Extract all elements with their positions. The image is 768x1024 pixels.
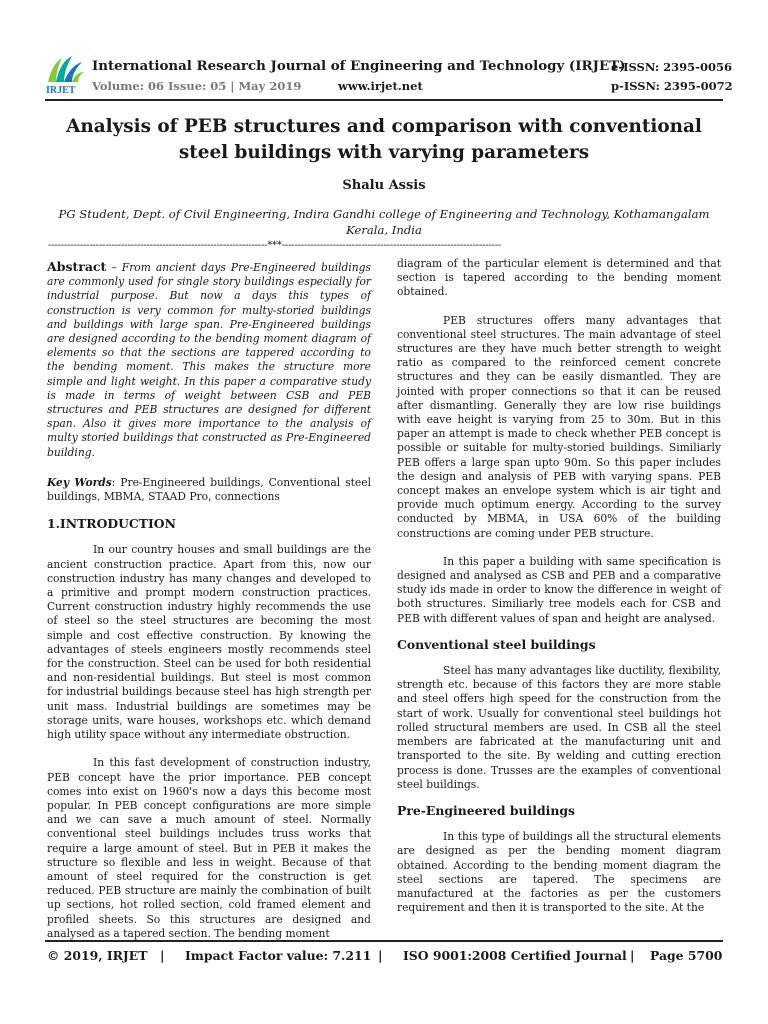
csb-paragraph: Steel has many advantages like ductility, flexibility, strength etc. because of this factors they are more stable and steel offers high speed for the construction from the start of work. Usually for conventional steel buildings hot rolled structural members are used. In CSB all the steel members are fabricated at the manufacturing unit and transported to the site. By welding and cutting erection process is done. Trusses are the examples of conventional steel buildings. [397,664,721,791]
footer-impact-factor: Impact Factor value: 7.211 [185,948,372,963]
right-column [397,257,721,915]
author-affiliation: PG Student, Dept. of Civil Engineering, Indira Gandhi college of Engineering and Technology, Kothamangalam Kerala, India [58,207,710,237]
author-name: Shalu Assis [342,178,426,193]
paper-title: Analysis of PEB structures and comparison with conventional steel buildings with varying parameters [66,116,702,163]
volume-issue: Volume: 06 Issue: 05 | May 2019 [92,79,302,93]
e-issn: e-ISSN: 2395-0056 [611,60,732,74]
footer-rule [45,940,723,942]
header-rule [45,99,723,101]
intro-paragraph-2: In this fast development of construction industry, PEB concept have the prior importance. PEB concept comes into exist on 1960's now a days this become most popular. In PEB concept configurations are more simple and we can save a much amount of steel. Normally conventional steel buildings includes truss works that require a large amount of steel. But in PEB it makes the structure so flexible and less in weight. Because of that amount of steel required for the construction is get reduced. PEB structure are mainly the combination of built up sections, hot rolled section, cold framed element and profiled sheets. So this structures are designed and analysed as a tapered section. The bending moment [47,756,371,940]
p-issn: p-ISSN: 2395-0072 [611,79,733,93]
footer-separator: | [160,948,165,963]
right-paragraph-1: diagram of the particular element is determined and that section is tapered according to the bending moment obtained. [397,257,721,299]
right-paragraph-3: In this paper a building with same specification is designed and analysed as CSB and PEB and a comparative study ids made in order to know the difference in weight of both structures. Similiarly tree models each for CSB and PEB with different values of span and height are analysed. [397,554,721,625]
abstract-label: Abstract [47,259,107,274]
csb-heading: Conventional steel buildings [397,636,596,652]
peb-paragraph: In this type of buildings all the structural elements are designed as per the bending moment diagram obtained. According to the bending moment diagram the steel sections are tapered. The specimens are manufactured at the factories as per the customers requirement and then it is transported to the site. At the [397,830,721,915]
footer-page-number: Page 5700 [650,948,723,963]
keywords-text: : Pre-Engineered buildings, Conventional steel buildings, MBMA, STAAD Pro, connections [47,475,371,504]
separator-line: ---------------------------------------------------------------------***--------------------------------------------------------------------- [48,240,502,251]
intro-heading: 1.INTRODUCTION [47,516,176,532]
keywords-label: Key Words [47,475,112,489]
footer-iso: ISO 9001:2008 Certified Journal [403,948,627,963]
abstract: Abstract – From ancient days Pre-Engineered buildings are commonly used for single story buildings especially for industrial purpose. But now a days this types of construction is very common for multy-storied buildings and buildings with large span. Pre-Engineered buildings are designed according to the bending moment diagram of elements so that the sections are tappered according to the bending moment. This makes the structure more simple and light weight. In this paper a comparative study is made in terms of weight between CSB and PEB structures and PEB structures are designed for different span. Also it gives more importance to the analysis of multy storied buildings that constructed as Pre-Engineered building. [47,259,371,459]
peb-heading: Pre-Engineered buildings [397,802,575,818]
footer-separator: | [378,948,383,963]
intro-paragraph-1: In our country houses and small buildings are the ancient construction practice. Apart from this, now our construction industry has many changes and developed to a primitive and prompt modern construction practices. Current construction industry highly recommends the use of steel so the steel structures are becoming the most simple and cost effective construction. By knowing the advantages of steels engineers mostly recommends steel for the construction. Steel can be used for both residential and non-residential buildings. But steel is most common for industrial buildings because steel has high strength per unit mass. Industrial buildings are sometimes may be storage units, ware houses, workshops etc. which demand high utility space without any intermediate obstruction. [47,543,371,742]
footer-copyright: © 2019, IRJET [47,948,148,963]
logo-emblem-icon [42,52,86,96]
right-paragraph-2: PEB structures offers many advantages that conventional steel structures. The main advantage of steel structures are they have much better strength to weight ratio as compared to the reinforced cement concrete structures and they can be easily dismantled. They are jointed with proper connections so that it can be reused after dismantling. Generally they are low rise buildings with eave height is varying from 25 to 30m. But in this paper an attempt is made to check whether PEB concept is possible or suitable for multy-storied buildings. Similiarly PEB offers a large span upto 90m. So this paper includes the design and analysis of PEB with varying spans. PEB concept makes an envelope system which is air tight and provide much optimum energy. According to the survey conducted by MBMA, in USA 60% of the building constructions are coming under PEB structure. [397,313,721,540]
left-column [47,260,371,941]
abstract-text: From ancient days Pre-Engineered buildings are commonly used for single story buildings especially for industrial purpose. But now a days this types of construction is very common for multy-storied buildings and buildings with large span. Pre-Engineered buildings are designed according to the bending moment diagram of elements so that the sections are tappered according to the bending moment. This makes the structure more simple and light weight. In this paper a comparative study is made in terms of weight between CSB and PEB structures and PEB structures are designed for different span. Also it gives more importance to the analysis of multy storied buildings that constructed as Pre-Engineered building. [47,261,371,459]
keywords [47,476,371,504]
footer-separator: | [630,948,635,963]
logo-text: IRJET [46,85,76,96]
journal-website[interactable]: www.irjet.net [338,79,423,93]
journal-name: International Research Journal of Engineering and Technology (IRJET) [92,58,626,74]
irjet-logo [42,52,86,96]
